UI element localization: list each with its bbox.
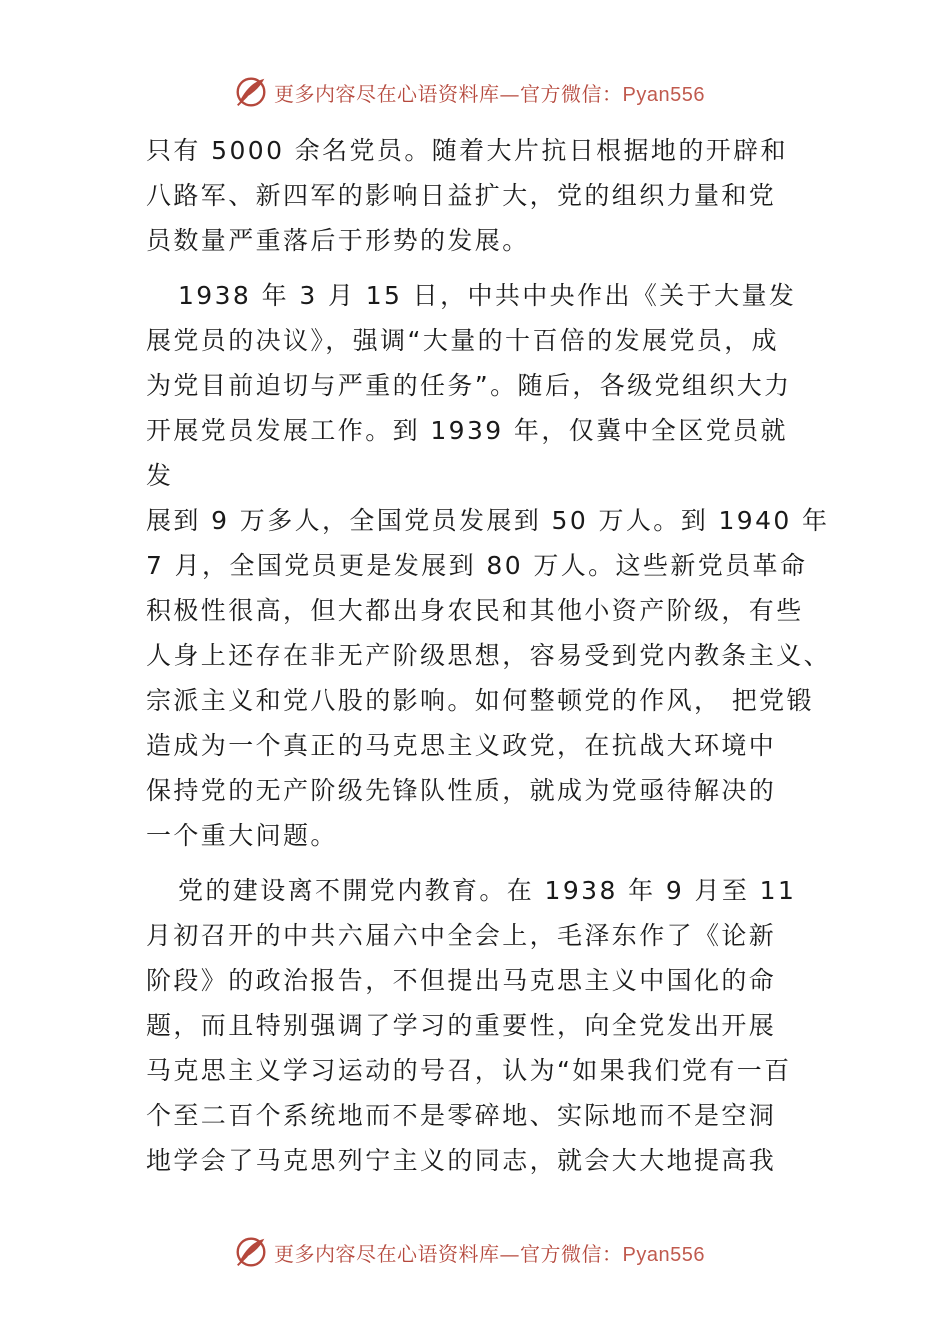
- text-line: 展党员的决议》，强调“大量的十百倍的发展党员，成: [146, 326, 780, 355]
- paragraph-start-line: 党的建设离不開党内教育。在 1938 年 9 月至 11: [178, 876, 797, 905]
- text-line: 宗派主义和党八股的影响。如何整顿党的作风， 把党锻: [146, 686, 814, 715]
- text-line: 为党目前迫切与严重的任务”。随后，各级党组织大力: [146, 371, 792, 400]
- header-watermark: [232, 72, 705, 112]
- text-line: 地学会了马克思列宁主义的同志，就会大大地提高我: [146, 1146, 777, 1175]
- quill-logo-icon: [232, 1233, 270, 1271]
- text-line: 只有 5000 余名党员。随着大片抗日根据地的开辟和: [146, 136, 788, 165]
- text-line: 开展党员发展工作。到 1939 年，仅冀中全区党员就: [146, 416, 788, 445]
- footer-watermark: [232, 1232, 705, 1272]
- text-line: 7 月，全国党员更是发展到 80 万人。这些新党员革命: [146, 551, 808, 580]
- text-line: 员数量严重落后于形势的发展。: [146, 226, 530, 255]
- text-line: 造成为一个真正的马克思主义政党，在抗战大环境中: [146, 731, 777, 760]
- text-line: 阶段》的政治报告，不但提出马克思主义中国化的命: [146, 966, 777, 995]
- text-line: 个至二百个系统地而不是零碎地、实际地而不是空洞: [146, 1101, 777, 1130]
- text-line: 积极性很高，但大都出身农民和其他小资产阶级，有些: [146, 596, 804, 625]
- quill-logo-icon: [232, 73, 270, 111]
- text-line: 一个重大问题。: [146, 821, 338, 850]
- text-line: 题，而且特别强调了学习的重要性，向全党发出开展: [146, 1011, 777, 1040]
- watermark-text: 更多内容尽在心语资料库—官方微信：Pyan556: [274, 81, 705, 106]
- watermark-text: 更多内容尽在心语资料库—官方微信：Pyan556: [274, 1241, 705, 1266]
- text-line: 保持党的无产阶级先锋队性质，就成为党亟待解决的: [146, 776, 777, 805]
- text-line: 发: [146, 461, 174, 490]
- document-body: [146, 128, 836, 1183]
- text-line: 八路军、新四军的影响日益扩大，党的组织力量和党: [146, 181, 777, 210]
- text-line: 马克思主义学习运动的号召，认为“如果我们党有一百: [146, 1056, 792, 1085]
- text-line: 月初召开的中共六届六中全会上，毛泽东作了《论新: [146, 921, 777, 950]
- text-line: 展到 9 万多人，全国党员发展到 50 万人。到 1940 年: [146, 506, 830, 535]
- text-line: 人身上还存在非无产阶级思想，容易受到党内教条主义、: [146, 641, 832, 670]
- paragraph-start-line: 1938 年 3 月 15 日，中共中央作出《关于大量发: [178, 281, 797, 310]
